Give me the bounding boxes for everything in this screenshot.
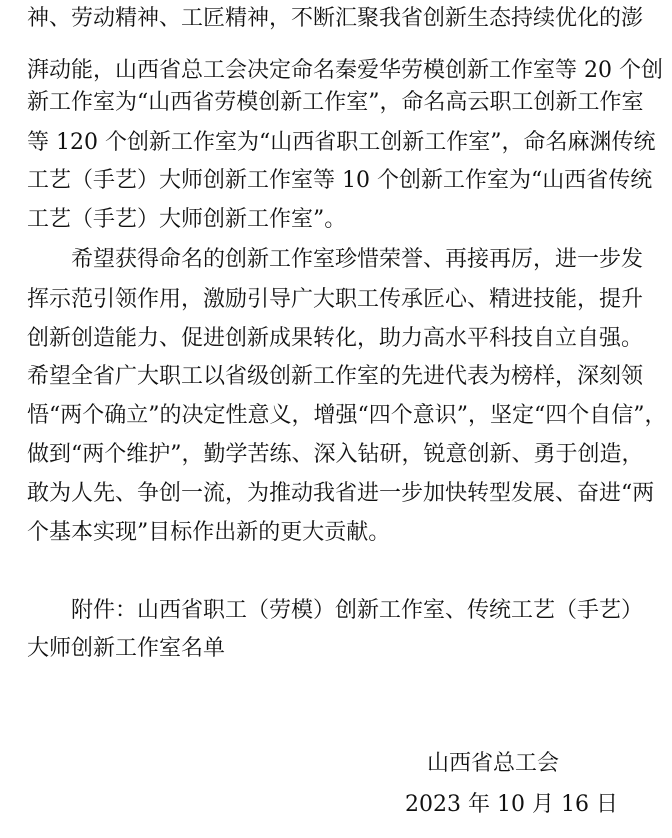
paragraph-line: 敢为人先、争创一流，为推动我省进一步加快转型发展、奋进“两 <box>27 481 655 506</box>
paragraph-line: 等 120 个创新工作室为“山西省职工创新工作室”，命名麻渊传统 <box>27 130 656 155</box>
paragraph-line: 希望全省广大职工以省级创新工作室的先进代表为榜样，深刻领 <box>27 364 644 389</box>
paragraph-line: 工艺（手艺）大师创新工作室”。 <box>27 207 347 232</box>
paragraph-line: 新工作室为“山西省劳模创新工作室”，命名高云职工创新工作室 <box>27 90 644 115</box>
paragraph-line: 神、劳动精神、工匠精神，不断汇聚我省创新生态持续优化的澎 <box>27 6 644 31</box>
paragraph-line: 创新创造能力、促进创新成果转化，助力高水平科技自立自强。 <box>27 326 644 351</box>
paragraph-line: 挥示范引领作用，激励引导广大职工传承匠心、精进技能，提升 <box>27 287 644 312</box>
issuing-organization: 山西省总工会 <box>427 751 560 776</box>
paragraph-line: 湃动能，山西省总工会决定命名秦爱华劳模创新工作室等 20 个创 <box>27 58 663 83</box>
paragraph-line: 悟“两个确立”的决定性意义，增强“四个意识”，坚定“四个自信”， <box>27 403 667 428</box>
attachment-line: 附件：山西省职工（劳模）创新工作室、传统工艺（手艺） <box>71 598 644 623</box>
paragraph-line: 做到“两个维护”，勤学苦练、深入钻研，锐意创新、勇于创造， <box>27 442 644 467</box>
issue-date: 2023 年 10 月 16 日 <box>405 792 618 817</box>
paragraph-line: 希望获得命名的创新工作室珍惜荣誉、再接再厉，进一步发 <box>71 247 644 272</box>
paragraph-line: 工艺（手艺）大师创新工作室等 10 个创新工作室为“山西省传统 <box>27 168 653 193</box>
paragraph-line: 个基本实现”目标作出新的更大贡献。 <box>27 520 391 545</box>
attachment-line: 大师创新工作室名单 <box>27 636 226 661</box>
